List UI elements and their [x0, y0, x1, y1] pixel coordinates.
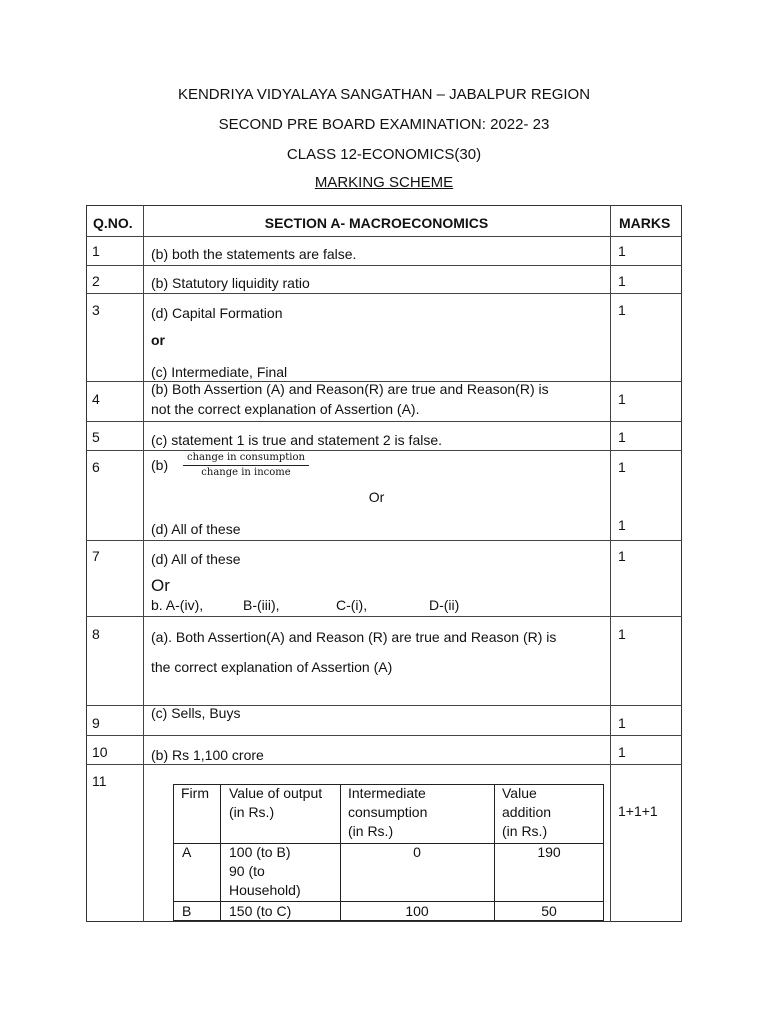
- answer-text: (b) both the statements are false.: [151, 246, 357, 262]
- match-a: b. A-(iv),: [151, 597, 204, 613]
- firm-a-output: [229, 843, 301, 900]
- inner-header-value-added-line3: (in Rs.): [502, 823, 548, 839]
- row-divider: [86, 540, 682, 541]
- question-number: 7: [92, 548, 100, 564]
- inner-header-output-line2: (in Rs.): [229, 804, 275, 820]
- match-c: C-(i),: [336, 597, 368, 613]
- fraction-denominator: change in income: [201, 467, 291, 478]
- marks-value: 1: [618, 302, 626, 318]
- question-number: 6: [92, 459, 100, 475]
- inner-header-output-line1: Value of output: [229, 785, 323, 801]
- marks-value: 1: [618, 744, 626, 760]
- or-separator: Or: [151, 576, 170, 595]
- marks-value: 1: [618, 429, 626, 445]
- fraction-numerator: change in consumption: [187, 452, 305, 463]
- marks-value-alternative: 1: [618, 517, 626, 533]
- firm-b-name: B: [182, 903, 192, 919]
- question-number: 2: [92, 273, 100, 289]
- exam-title: SECOND PRE BOARD EXAMINATION: 2022- 23: [218, 116, 550, 133]
- row-divider: [86, 764, 682, 765]
- answer-text: (b) Rs 1,100 crore: [151, 747, 264, 763]
- answer-text-alternative: (c) Intermediate, Final: [151, 364, 288, 380]
- marks-value: 1: [618, 391, 626, 407]
- header-marks: MARKS: [619, 215, 671, 231]
- row-divider: [86, 293, 682, 294]
- match-b: B-(iii),: [243, 597, 280, 613]
- question-number: 3: [92, 302, 100, 318]
- firm-a-name: A: [182, 844, 192, 860]
- school-title: KENDRIYA VIDYALAYA SANGATHAN – JABALPUR REGION: [177, 86, 591, 103]
- firm-a-output-line2: 90 (to: [229, 863, 265, 879]
- answer-text-line2: not the correct explanation of Assertion (A).: [151, 401, 420, 417]
- answer-text: (d) Capital Formation: [151, 305, 283, 321]
- fraction-bar: [183, 465, 309, 466]
- marks-value: 1: [618, 459, 626, 475]
- marks-value: 1: [618, 626, 626, 642]
- class-subject: CLASS 12-ECONOMICS(30): [286, 146, 482, 163]
- row-divider: [86, 236, 682, 237]
- row-divider: [86, 265, 682, 266]
- question-number: 1: [92, 243, 100, 259]
- question-number: 11: [92, 773, 107, 789]
- inner-header-value-added-line2: addition: [502, 804, 552, 820]
- answer-text: (c) statement 1 is true and statement 2 is false.: [151, 432, 443, 448]
- inner-header-output: [229, 784, 322, 822]
- marks-value: 1: [618, 243, 626, 259]
- answer-text-line1: (a). Both Assertion(A) and Reason (R) are true and Reason (R) is: [151, 629, 557, 645]
- inner-header-firm: Firm: [181, 785, 209, 801]
- document-type: MARKING SCHEME: [314, 174, 454, 191]
- marks-value: 1: [618, 548, 626, 564]
- question-number: 8: [92, 626, 100, 642]
- marks-value: 1+1+1: [618, 803, 658, 819]
- inner-header-intermediate-line2: consumption: [348, 804, 428, 820]
- or-separator: or: [151, 332, 165, 348]
- answer-text: (d) All of these: [151, 551, 241, 567]
- firm-a-output-line1: 100 (to B): [229, 844, 291, 860]
- answer-text-line2: the correct explanation of Assertion (A): [151, 659, 393, 675]
- inner-header-value-added: [502, 784, 551, 841]
- answer-text: (b): [151, 457, 169, 473]
- firm-b-output: 150 (to C): [229, 903, 292, 919]
- answer-text: (c) Sells, Buys: [151, 705, 241, 721]
- firm-a-value-added: 190: [537, 844, 561, 860]
- row-divider: [86, 735, 682, 736]
- answer-text-alternative: (d) All of these: [151, 521, 241, 537]
- firm-a-output-line3: Household): [229, 882, 301, 898]
- marks-value: 1: [618, 715, 626, 731]
- match-d: D-(ii): [429, 597, 460, 613]
- firm-a-intermediate: 0: [413, 844, 421, 860]
- or-separator: Or: [368, 489, 385, 505]
- header-section: SECTION A- MACROECONOMICS: [264, 215, 489, 231]
- question-number: 5: [92, 429, 100, 445]
- inner-header-intermediate: [348, 784, 427, 841]
- row-divider: [86, 450, 682, 451]
- column-divider-qno: [143, 205, 144, 922]
- question-number: 9: [92, 715, 100, 731]
- inner-header-intermediate-line1: Intermediate: [348, 785, 426, 801]
- firm-b-value-added: 50: [541, 903, 557, 919]
- answer-text: (b) Statutory liquidity ratio: [151, 275, 310, 291]
- answer-text-line1: (b) Both Assertion (A) and Reason(R) are true and Reason(R) is: [151, 381, 549, 397]
- column-divider-marks: [610, 205, 611, 922]
- inner-header-value-added-line1: Value: [502, 785, 537, 801]
- marks-value: 1: [618, 273, 626, 289]
- question-number: 4: [92, 391, 100, 407]
- row-divider: [86, 616, 682, 617]
- firm-b-intermediate: 100: [405, 903, 429, 919]
- header-qno: Q.NO.: [93, 215, 133, 231]
- question-number: 10: [92, 744, 108, 760]
- row-divider: [86, 421, 682, 422]
- inner-header-intermediate-line3: (in Rs.): [348, 823, 394, 839]
